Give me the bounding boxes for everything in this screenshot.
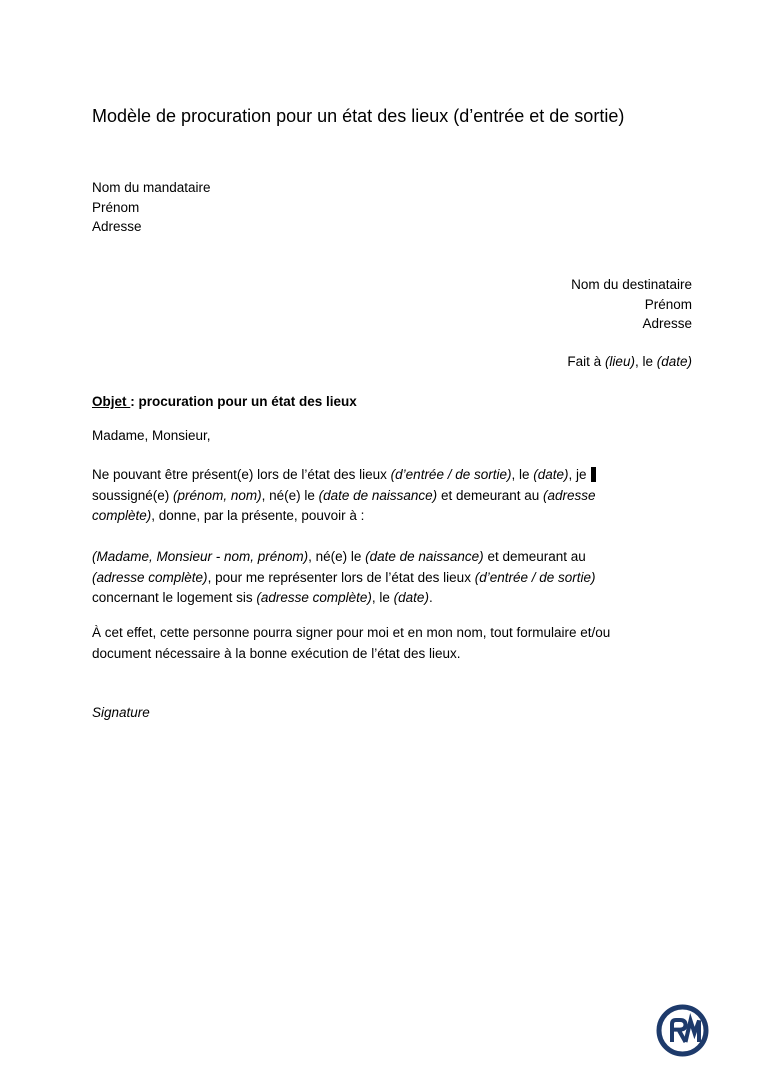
text-line[interactable]	[567, 352, 692, 372]
recipient-address-block[interactable]	[571, 275, 692, 334]
sender-firstname[interactable]: Prénom	[92, 199, 140, 215]
text-line[interactable]	[92, 547, 702, 568]
body-text[interactable]: document nécessaire à la bonne exécution de l’état des lieux.	[92, 645, 461, 661]
body-text[interactable]: concernant le logement sis	[92, 590, 257, 605]
placeholder-text[interactable]: (prénom, nom)	[173, 487, 262, 503]
placeholder-text[interactable]: complète)	[92, 508, 152, 523]
body-text[interactable]: soussigné(e)	[92, 487, 174, 503]
text-cursor	[591, 467, 596, 482]
sender-address-block[interactable]	[92, 178, 211, 237]
placeholder-text[interactable]: (date)	[393, 590, 429, 605]
date-place-line[interactable]	[567, 352, 692, 372]
body-text[interactable]: Fait à	[567, 354, 605, 369]
logo-monogram-R	[672, 1020, 686, 1042]
text-line[interactable]	[92, 506, 702, 527]
signature-label[interactable]: Signature	[92, 705, 150, 720]
text-line[interactable]	[92, 568, 702, 589]
placeholder-text[interactable]: (adresse	[543, 487, 596, 503]
placeholder-text[interactable]: (d’entrée / de sortie)	[390, 467, 512, 482]
placeholder-text[interactable]: (adresse complète)	[256, 590, 372, 605]
rm-brand-logo-icon	[654, 1002, 711, 1059]
sender-name[interactable]: Nom du mandataire	[92, 180, 211, 195]
placeholder-text[interactable]: (adresse complète)	[92, 569, 208, 585]
recipient-name[interactable]: Nom du destinataire	[571, 277, 692, 292]
body-text[interactable]: , le	[511, 467, 534, 482]
recipient-firstname[interactable]: Prénom	[644, 296, 692, 312]
sender-address[interactable]: Adresse	[92, 219, 142, 234]
body-text[interactable]: .	[428, 590, 433, 605]
placeholder-text[interactable]: (date)	[533, 467, 569, 482]
subject-line[interactable]	[92, 392, 357, 412]
body-paragraph-1[interactable]	[92, 465, 702, 527]
body-text[interactable]: , le	[634, 354, 657, 369]
body-text[interactable]: , né(e) le	[261, 487, 319, 503]
body-text[interactable]: et demeurant au	[483, 549, 586, 564]
placeholder-text[interactable]: (date de naissance)	[318, 487, 438, 503]
letter-title[interactable]: Modèle de procuration pour un état des lieux (d’entrée et de sortie)	[92, 106, 625, 126]
subject-label[interactable]: Objet	[92, 394, 131, 409]
body-text[interactable]: Ne pouvant être présent(e) lors de l’état des lieux	[92, 467, 391, 482]
body-paragraph-3[interactable]	[92, 623, 702, 664]
logo-monogram-M	[686, 1021, 700, 1043]
body-text[interactable]: , le	[371, 590, 394, 605]
placeholder-text[interactable]: (d’entrée / de sortie)	[474, 569, 596, 585]
body-text[interactable]: , je	[568, 467, 591, 482]
text-line[interactable]	[92, 486, 702, 507]
recipient-address[interactable]: Adresse	[642, 316, 692, 331]
salutation[interactable]: Madame, Monsieur,	[92, 428, 211, 443]
text-line[interactable]	[92, 465, 702, 486]
text-line[interactable]	[92, 623, 702, 644]
placeholder-text[interactable]: (lieu)	[604, 354, 635, 369]
body-text[interactable]: , né(e) le	[308, 549, 366, 564]
text-line[interactable]	[92, 588, 702, 609]
body-text[interactable]: et demeurant au	[437, 487, 544, 503]
body-text[interactable]: , donne, par la présente, pouvoir à :	[151, 508, 365, 523]
body-text[interactable]: À cet effet, cette personne pourra signer pour moi et en mon nom, tout formulaire et/ou	[92, 625, 611, 640]
placeholder-text[interactable]: (date)	[656, 354, 692, 369]
subject-text[interactable]: : procuration pour un état des lieux	[130, 394, 357, 409]
body-paragraph-2[interactable]	[92, 547, 702, 609]
placeholder-text[interactable]: (date de naissance)	[365, 549, 484, 564]
body-text[interactable]: , pour me représenter lors de l’état des lieux	[207, 569, 475, 585]
placeholder-text[interactable]: (Madame, Monsieur - nom, prénom)	[92, 549, 309, 564]
text-line[interactable]	[92, 644, 702, 665]
